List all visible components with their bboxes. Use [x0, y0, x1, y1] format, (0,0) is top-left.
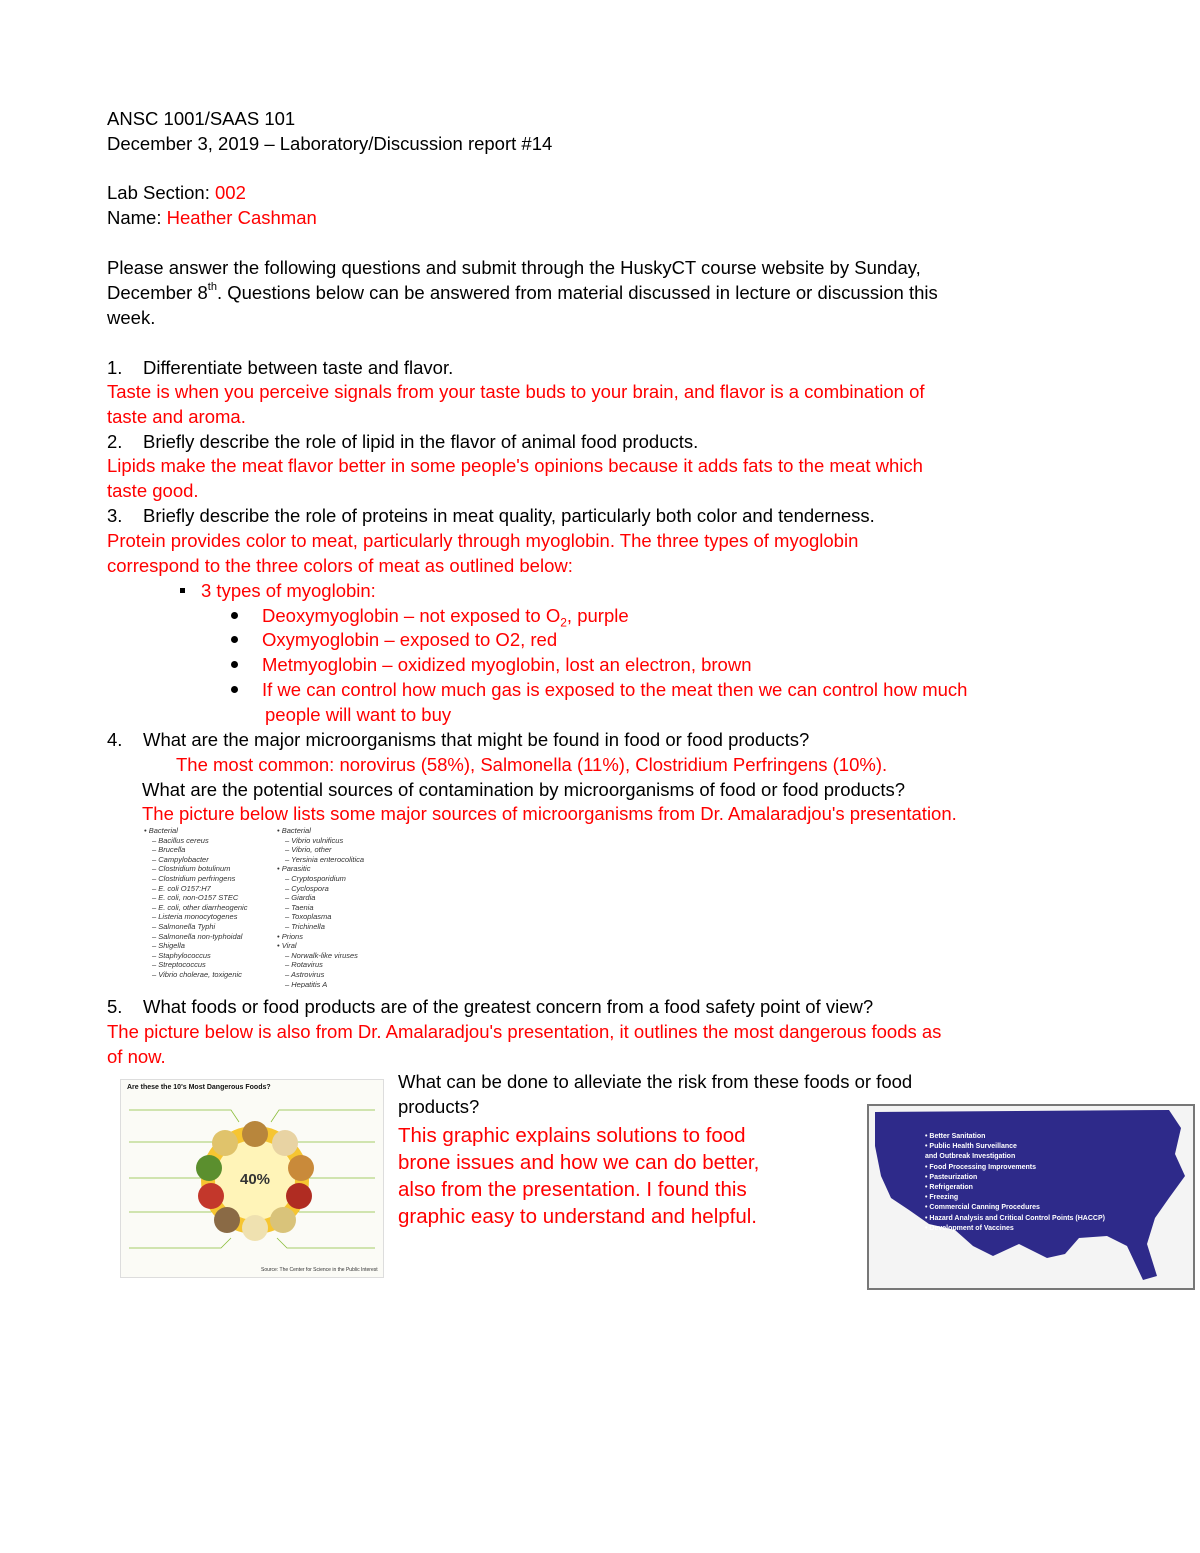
question-2 — [107, 430, 698, 454]
list-item: • Bacterial — [277, 826, 311, 835]
instructions-text: . Questions below can be answered from material discussed in lecture or discussion this — [216, 282, 938, 303]
round-bullet-icon — [231, 686, 238, 693]
answer-4: The most common: norovirus (58%), Salmonella (11%), Clostridium Perfringens (10%). — [176, 754, 888, 775]
list-item: • Viral — [277, 941, 297, 951]
list-item: – Toxoplasma — [285, 912, 332, 922]
answer-5b-line-3: also from the presentation. I found this — [398, 1178, 747, 1201]
answer-3-line-2: correspond to the three colors of meat as outlined below: — [107, 555, 573, 576]
list-item: – Taenia — [285, 902, 314, 912]
answer-1-line-1: Taste is when you perceive signals from your taste buds to your brain, and flavor is a combination of — [107, 381, 925, 402]
list-item: • Commercial Canning Procedures — [925, 1204, 1040, 1212]
answer-5-line-1: The picture below is also from Dr. Amalaradjou's presentation, it outlines the most dangerous foods as — [107, 1021, 942, 1042]
list-item: – Trichinella — [285, 922, 325, 931]
list-item: – Listeria monocytogenes — [152, 912, 238, 922]
question-number: 1. — [107, 357, 123, 378]
instructions-line-2 — [107, 281, 938, 305]
instructions-line-3: week. — [107, 307, 156, 328]
course-code: ANSC 1001/SAAS 101 — [107, 108, 296, 129]
dangerous-foods-image — [120, 1079, 384, 1278]
list-item: • Parasitic — [277, 864, 311, 874]
question-number: 5. — [107, 996, 123, 1017]
list-item: • Refrigeration — [925, 1184, 973, 1191]
question-4 — [107, 728, 809, 752]
list-item: – Clostridium perfringens — [152, 874, 236, 883]
list-item: • Food Processing Improvements — [925, 1163, 1036, 1171]
question-text: Briefly describe the role of proteins in meat quality, particularly both color and tenderness. — [143, 505, 875, 526]
list-item: and Outbreak Investigation — [925, 1153, 1016, 1161]
microorganisms-image — [142, 826, 394, 988]
myoglobin-sub-4-cont: people will want to buy — [265, 704, 452, 725]
food-safety-map-image — [867, 1104, 1195, 1290]
lab-section-label: Lab Section: — [107, 182, 215, 203]
sub-text: If we can control how much gas is exposed to the meat then we can control how much — [262, 679, 968, 700]
question-number: 3. — [107, 505, 123, 526]
question-5 — [107, 995, 873, 1019]
list-item: – Astrovirus — [285, 970, 325, 979]
round-bullet-icon — [231, 612, 238, 619]
list-item: – E. coli O157:H7 — [152, 883, 211, 893]
list-item: – Vibrio vulnificus — [285, 835, 344, 845]
list-item: – Shigella — [152, 941, 185, 951]
question-text: What foods or food products are of the greatest concern from a food safety point of view? — [143, 996, 874, 1017]
square-bullet-icon — [180, 588, 185, 593]
list-item: – Salmonella Typhi — [152, 922, 216, 931]
instructions-date: December 8 — [107, 282, 208, 303]
sub-text: Metmyoglobin – oxidized myoglobin, lost an electron, brown — [262, 654, 752, 675]
answer-3-line-1: Protein provides color to meat, particularly through myoglobin. The three types of myoglobin — [107, 530, 859, 551]
list-item: – Salmonella non-typhoidal — [152, 931, 243, 941]
list-item: – Clostridium botulinum — [152, 864, 231, 874]
myoglobin-sub-3 — [231, 653, 751, 677]
round-bullet-icon — [231, 661, 238, 668]
list-item: – Brucella — [152, 845, 186, 855]
list-item: – Yersinia enterocolitica — [285, 854, 365, 864]
list-item: – Rotavirus — [285, 960, 323, 970]
list-item: • Prions — [277, 931, 303, 941]
student-name — [107, 206, 317, 230]
list-item: – E. coli, non-O157 STEC — [152, 893, 239, 903]
list-item: – Campylobacter — [152, 854, 209, 864]
question-5b-line-2: products? — [398, 1096, 480, 1117]
foods-center-percent: 40% — [239, 1171, 271, 1188]
instructions-line-1: Please answer the following questions and submit through the HuskyCT course website by Sunday, — [107, 257, 921, 278]
list-item: – Staphylococcus — [152, 950, 211, 960]
foods-image-source: Source: The Center for Science in the Public Interest — [261, 1267, 378, 1273]
student-name-value: Heather Cashman — [166, 207, 317, 228]
sub-text: , purple — [566, 605, 629, 626]
list-item: • Bacterial — [144, 826, 178, 835]
list-item: • Pasteurization — [925, 1173, 978, 1181]
list-item: – Hepatitis A — [285, 979, 328, 988]
list-item: • Public Health Surveillance — [925, 1143, 1017, 1151]
list-item: • Freezing — [925, 1194, 959, 1202]
question-5b-line-1: What can be done to alleviate the risk from these foods or food — [398, 1071, 913, 1092]
list-item: – Cryptosporidium — [285, 874, 346, 883]
list-item: – Vibrio cholerae, toxigenic — [152, 970, 242, 979]
answer-2-line-1: Lipids make the meat flavor better in some people's opinions because it adds fats to the meat which — [107, 455, 923, 476]
answer-1-line-2: taste and aroma. — [107, 406, 246, 427]
list-item: • Hazard Analysis and Critical Control Points (HACCP) — [925, 1214, 1105, 1222]
list-item: – Giardia — [285, 893, 316, 903]
foods-image-title: Are these the 10's Most Dangerous Foods? — [127, 1084, 271, 1091]
question-3 — [107, 504, 875, 528]
list-item: – Streptococcus — [152, 960, 206, 970]
question-number: 2. — [107, 431, 123, 452]
list-item: – Norwalk-like viruses — [285, 950, 358, 960]
list-item: – Cyclospora — [285, 883, 329, 893]
list-item: • Better Sanitation — [925, 1133, 986, 1140]
myoglobin-sub-4 — [231, 678, 967, 702]
myoglobin-bullet — [180, 579, 376, 603]
answer-2-line-2: taste good. — [107, 480, 199, 501]
sub-text: Deoxymyoglobin – not exposed to O — [262, 605, 561, 626]
question-number: 4. — [107, 729, 123, 750]
myoglobin-sub-2 — [231, 628, 557, 652]
list-item: – Vibrio, other — [285, 845, 332, 855]
question-1 — [107, 356, 453, 380]
question-text: Briefly describe the role of lipid in the flavor of animal food products. — [143, 431, 699, 452]
list-item: • Development of Vaccines — [925, 1224, 1014, 1232]
student-name-label: Name: — [107, 207, 167, 228]
answer-5b-line-4: graphic easy to understand and helpful. — [398, 1205, 758, 1228]
list-item: – E. coli, other diarrheogenic — [152, 902, 248, 912]
instructions-date-suffix: th — [207, 280, 217, 293]
answer-5b-line-2: brone issues and how we can do better, — [398, 1151, 760, 1174]
question-text: Differentiate between taste and flavor. — [143, 357, 454, 378]
us-map-shape — [869, 1106, 1193, 1288]
question-4b: What are the potential sources of contamination by microorganisms of food or food products? — [142, 779, 906, 800]
answer-5b-line-1: This graphic explains solutions to food — [398, 1124, 746, 1147]
lab-section-value: 002 — [215, 182, 246, 203]
bullet-text: 3 types of myoglobin: — [201, 580, 376, 601]
subscript: 2 — [560, 615, 567, 630]
answer-4b: The picture below lists some major sources of microorganisms from Dr. Amalaradjou's presentation. — [142, 803, 957, 824]
round-bullet-icon — [231, 636, 238, 643]
report-date-line: December 3, 2019 – Laboratory/Discussion report #14 — [107, 133, 553, 154]
list-item: – Bacillus cereus — [152, 835, 209, 845]
answer-5-line-2: of now. — [107, 1046, 166, 1067]
lab-section — [107, 181, 246, 205]
sub-text: Oxymyoglobin – exposed to O2, red — [262, 629, 558, 650]
question-text: What are the major microorganisms that might be found in food or food products? — [143, 729, 810, 750]
